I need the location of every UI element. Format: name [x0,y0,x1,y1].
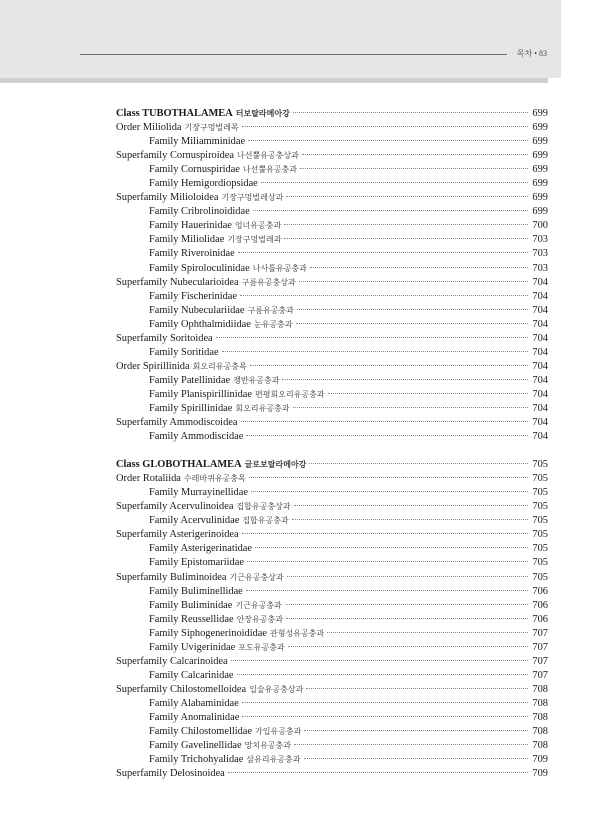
toc-entry-latin-name: Family Cribrolinoididae [149,206,250,218]
toc-entry[interactable] [116,725,548,739]
toc-entry-latin-name: Class TUBOTHALAMEA [116,108,233,119]
toc-entry-dot-leader [238,252,528,253]
toc-entry-dot-leader [287,576,528,577]
toc-entry-latin-name: Family Miliolidae [149,234,225,246]
toc-entry-dot-leader [242,533,528,534]
toc-entry-page-number: 704 [532,304,548,316]
toc-entry-dot-leader [231,660,528,661]
toc-entry-dot-leader [222,351,528,352]
toc-entry-page-number: 709 [532,754,548,766]
toc-entry-korean-name: 집합유공충상과 [236,502,291,512]
toc-entry[interactable] [116,149,548,163]
toc-entry[interactable] [116,233,548,247]
toc-entry[interactable] [116,753,548,767]
toc-entry-dot-leader [255,547,528,548]
toc-entry-dot-leader [310,267,528,268]
toc-entry-page-number: 699 [532,178,548,190]
toc-entry[interactable] [116,163,548,177]
toc-entry-korean-name: 회오리유공충목 [192,361,247,371]
toc-entry-page-number: 705 [532,557,548,569]
toc-entry-latin-name: Superfamily Ammodiscoidea [116,417,238,429]
toc-entry-korean-name: 눈유공충과 [253,319,293,329]
toc-entry-page-number: 705 [532,501,548,513]
toc-entry-page-number: 699 [532,136,548,148]
toc-entry-latin-name: Family Ophthalmidiidae [149,318,251,330]
running-head-page: 83 [539,49,547,58]
toc-entry-dot-leader [282,379,528,380]
toc-entry-latin-name: Family Siphogenerinoididae [149,627,268,639]
toc-entry-korean-name: 수레바퀴유공충목 [183,474,246,484]
toc-entry-dot-leader [284,238,528,239]
toc-entry[interactable] [116,571,548,585]
toc-entry[interactable] [116,247,548,261]
toc-entry-dot-leader [302,154,528,155]
toc-entry-page-number: 708 [532,740,548,752]
toc-entry[interactable] [116,107,548,121]
toc-entry-page-number: 705 [532,473,548,485]
toc-entry-latin-name: Order Miliolida [116,122,182,134]
toc-entry-korean-name: 기장구멍벌레목 [184,123,239,133]
toc-entry-korean-name: 나선뿔유공충상과 [237,151,299,161]
toc-entry[interactable] [116,542,548,556]
toc-entry-dot-leader [237,674,528,675]
toc-entry-latin-name: Family Uvigerinidae [149,641,236,653]
toc-entry-dot-leader [294,744,528,745]
toc-group [116,107,548,444]
toc-entry-page-number: 708 [532,697,548,709]
toc-entry-page-number: 705 [532,529,548,541]
toc-entry[interactable] [116,430,548,444]
toc-entry-page-number: 707 [532,669,548,681]
toc-entry-latin-name: Superfamily Asterigerinoidea [116,529,239,541]
toc-entry[interactable] [116,767,548,781]
toc-entry-dot-leader [246,590,528,591]
running-head-separator: • [534,49,537,58]
toc-entry-dot-leader [261,182,528,183]
toc-entry-page-number: 703 [532,248,548,260]
toc-entry-page-number: 706 [532,599,548,611]
toc-entry-latin-name: Superfamily Calcarinoidea [116,655,228,667]
toc-entry-dot-leader [304,730,528,731]
toc-entry-dot-leader [286,196,528,197]
toc-entry[interactable] [116,697,548,711]
toc-entry-page-number: 699 [532,206,548,218]
toc-entry-page-number: 704 [532,402,548,414]
toc-entry-dot-leader [242,716,528,717]
toc-entry-latin-name: Family Cornuspiridae [149,164,240,176]
toc-entry-page-number: 707 [532,627,548,639]
toc-group [116,458,548,781]
toc-entry-dot-leader [228,772,528,773]
running-head [517,48,547,59]
toc-entry-korean-name: 터보탈라메아강 [235,109,290,118]
toc-entry-page-number: 704 [532,388,548,400]
toc-entry-dot-leader [284,224,528,225]
toc-entry[interactable] [116,641,548,655]
toc-entry[interactable] [116,683,548,697]
toc-entry-latin-name: Family Soritidae [149,346,219,358]
toc-entry-dot-leader [328,393,528,394]
toc-entry-latin-name: Family Spirillinidae [149,402,233,414]
toc-entry-page-number: 704 [532,360,548,372]
toc-entry-latin-name: Family Spiroloculinidae [149,262,250,274]
toc-entry-page-number: 708 [532,683,548,695]
toc-entry-latin-name: Family Patellinidae [149,374,231,386]
toc-entry-page-number: 709 [532,768,548,780]
toc-entry-page-number: 704 [532,290,548,302]
toc-entry-page-number: 705 [532,459,548,471]
toc-entry-latin-name: Superfamily Buliminoidea [116,571,227,583]
toc-entry-korean-name: 기근유공충과 [235,600,282,610]
toc-entry[interactable] [116,304,548,318]
toc-entry-latin-name: Family Hauerinidae [149,220,232,232]
toc-entry-latin-name: Family Gavelinellidae [149,740,242,752]
toc-entry[interactable] [116,205,548,219]
toc-entry-page-number: 707 [532,641,548,653]
toc-entry[interactable] [116,613,548,627]
toc-entry-korean-name: 집합유공충과 [242,516,289,526]
toc-entry-latin-name: Order Spirillinida [116,360,190,372]
toc-entry-page-number: 704 [532,346,548,358]
toc-entry-page-number: 703 [532,262,548,274]
toc-entry-page-number: 706 [532,613,548,625]
toc-entry-page-number: 704 [532,332,548,344]
toc-entry-dot-leader [249,477,528,478]
toc-entry-latin-name: Family Buliminellidae [149,585,243,597]
toc-entry-latin-name: Superfamily Nubecularioidea [116,276,239,288]
toc-entry-korean-name: 관형성유공충과 [270,628,325,638]
toc-entry[interactable] [116,219,548,233]
toc-entry-dot-leader [248,140,528,141]
toc-entry-dot-leader [216,337,528,338]
toc-entry-latin-name: Family Fischerinidae [149,290,238,302]
toc-entry[interactable] [116,360,548,374]
toc-entry-dot-leader [285,604,528,605]
toc-entry[interactable] [116,276,548,290]
toc-entry-korean-name: 구름유공충과 [247,305,294,315]
toc-entry-latin-name: Superfamily Delosinoidea [116,768,225,780]
toc-entry-dot-leader [286,618,528,619]
toc-entry-dot-leader [242,702,528,703]
toc-entry[interactable] [116,121,548,135]
toc-entry-korean-name: 편평회오리유공충과 [255,389,325,399]
toc-entry-page-number: 704 [532,374,548,386]
toc-entry-dot-leader [292,519,528,520]
toc-entry-korean-name: 엉너유공충과 [234,221,282,231]
toc-entry-korean-name: 구름유공충상과 [241,277,296,287]
toc-entry-latin-name: Class GLOBOTHALAMEA [116,459,242,471]
toc-entry-dot-leader [253,210,528,211]
toc-entry-korean-name: 기근유공충상과 [229,572,284,582]
toc-entry[interactable] [116,318,548,332]
toc-entry-page-number: 705 [532,487,548,499]
toc-entry-latin-name: Family Riveroinidae [149,248,235,260]
toc-entry-dot-leader [306,688,528,689]
toc-entry-dot-leader [240,295,528,296]
toc-entry-latin-name: Superfamily Cornuspiroidea [116,150,235,162]
toc-entry[interactable] [116,290,548,304]
toc-entry-dot-leader [288,646,528,647]
toc-entry-latin-name: Family Reussellidae [149,613,234,625]
toc-entry-latin-name: Superfamily Acervulinoidea [116,501,234,513]
toc-entry-korean-name: 입술유공충상과 [249,684,304,694]
toc-entry[interactable] [116,135,548,149]
table-of-contents [116,107,548,781]
toc-entry-latin-name: Family Murrayinellidae [149,487,248,499]
toc-entry-page-number: 706 [532,585,548,597]
toc-entry-page-number: 705 [532,571,548,583]
toc-entry-korean-name: 기장구멍벌레상과 [221,193,284,203]
toc-entry[interactable] [116,627,548,641]
toc-entry-dot-leader [296,323,528,324]
toc-entry-dot-leader [300,168,528,169]
toc-entry-page-number: 707 [532,655,548,667]
toc-entry-page-number: 699 [532,164,548,176]
header-band [0,0,561,78]
toc-entry[interactable] [116,500,548,514]
toc-entry-latin-name: Family Buliminidae [149,599,233,611]
toc-entry-page-number: 705 [532,515,548,527]
toc-entry-latin-name: Family Acervulinidae [149,515,240,527]
toc-entry-latin-name: Family Asterigerinatidae [149,543,253,555]
toc-entry-korean-name: 기장구멍벌레과 [227,235,282,245]
toc-entry[interactable] [116,191,548,205]
toc-entry-dot-leader [293,407,528,408]
toc-entry-latin-name: Family Planispirillinidae [149,388,253,400]
toc-entry-dot-leader [304,758,529,759]
toc-entry-dot-leader [251,491,528,492]
toc-entry[interactable] [116,669,548,683]
toc-entry[interactable] [116,556,548,570]
toc-entry-latin-name: Family Alabaminidae [149,697,239,709]
toc-entry-dot-leader [327,632,528,633]
toc-entry[interactable] [116,739,548,753]
toc-entry-latin-name: Family Calcarinidae [149,669,234,681]
toc-entry-latin-name: Superfamily Milioloidea [116,192,219,204]
toc-entry-page-number: 699 [532,150,548,162]
toc-entry-latin-name: Family Chilostomellidae [149,726,253,738]
toc-entry-dot-leader [247,561,528,562]
toc-entry-korean-name: 나선뿔유공충과 [242,165,298,175]
toc-entry[interactable] [116,458,548,472]
toc-entry-latin-name: Superfamily Soritoidea [116,332,213,344]
toc-entry[interactable] [116,416,548,430]
toc-entry-page-number: 704 [532,431,548,443]
toc-entry-dot-leader [246,435,528,436]
toc-entry-dot-leader [242,126,528,127]
toc-entry[interactable] [116,486,548,500]
header-shadow [0,78,548,83]
toc-entry-dot-leader [293,112,528,113]
toc-entry-korean-name: 망치유공충과 [244,741,291,751]
toc-entry[interactable] [116,528,548,542]
header-rule [80,54,507,55]
toc-entry-latin-name: Family Miliamminidae [149,136,246,148]
toc-entry-dot-leader [309,463,528,464]
toc-entry[interactable] [116,585,548,599]
toc-entry-korean-name: 삼유리유공충과 [246,755,301,765]
toc-entry[interactable] [116,402,548,416]
toc-entry[interactable] [116,472,548,486]
toc-entry-latin-name: Superfamily Chilostomelloidea [116,683,247,695]
toc-entry-page-number: 704 [532,276,548,288]
running-head-section: 목차 [516,49,533,58]
toc-entry-dot-leader [250,365,528,366]
toc-entry-latin-name: Family Anomalinidae [149,711,240,723]
toc-entry-korean-name: 쟁반유공충과 [233,375,280,385]
toc-entry-page-number: 699 [532,108,548,119]
toc-entry-korean-name: 나사틀유공충과 [252,263,307,273]
toc-entry[interactable] [116,388,548,402]
toc-entry[interactable] [116,332,548,346]
toc-entry-page-number: 699 [532,122,548,134]
toc-entry-korean-name: 회오리유공충과 [235,403,290,413]
toc-entry-latin-name: Family Ammodiscidae [149,431,244,443]
toc-entry-page-number: 704 [532,417,548,429]
toc-entry[interactable] [116,262,548,276]
toc-entry-dot-leader [241,421,529,422]
toc-entry[interactable] [116,655,548,669]
toc-entry-page-number: 699 [532,192,548,204]
toc-entry[interactable] [116,514,548,528]
toc-entry-korean-name: 안장유공충과 [236,614,283,624]
toc-entry[interactable] [116,374,548,388]
toc-entry-page-number: 705 [532,543,548,555]
toc-entry-latin-name: Order Rotaliida [116,473,181,485]
toc-entry-page-number: 708 [532,711,548,723]
toc-entry-dot-leader [299,281,528,282]
toc-entry-latin-name: Family Epistomariidae [149,557,244,569]
toc-entry-latin-name: Family Nubeculariidae [149,304,245,316]
toc-entry-latin-name: Family Trichohyalidae [149,754,244,766]
toc-entry[interactable] [116,599,548,613]
toc-entry-korean-name: 포도유공충과 [238,642,285,652]
toc-entry-dot-leader [294,505,528,506]
toc-entry-page-number: 704 [532,318,548,330]
toc-entry-page-number: 700 [532,220,548,232]
toc-entry-dot-leader [297,309,528,310]
toc-entry[interactable] [116,346,548,360]
toc-entry-korean-name: 가입유공충과 [255,727,302,737]
toc-entry-page-number: 703 [532,234,548,246]
toc-entry[interactable] [116,711,548,725]
toc-entry[interactable] [116,177,548,191]
toc-entry-latin-name: Family Hemigordiopsidae [149,178,258,190]
toc-entry-page-number: 708 [532,726,548,738]
toc-entry-korean-name: 글로보탈라메아강 [244,460,307,470]
